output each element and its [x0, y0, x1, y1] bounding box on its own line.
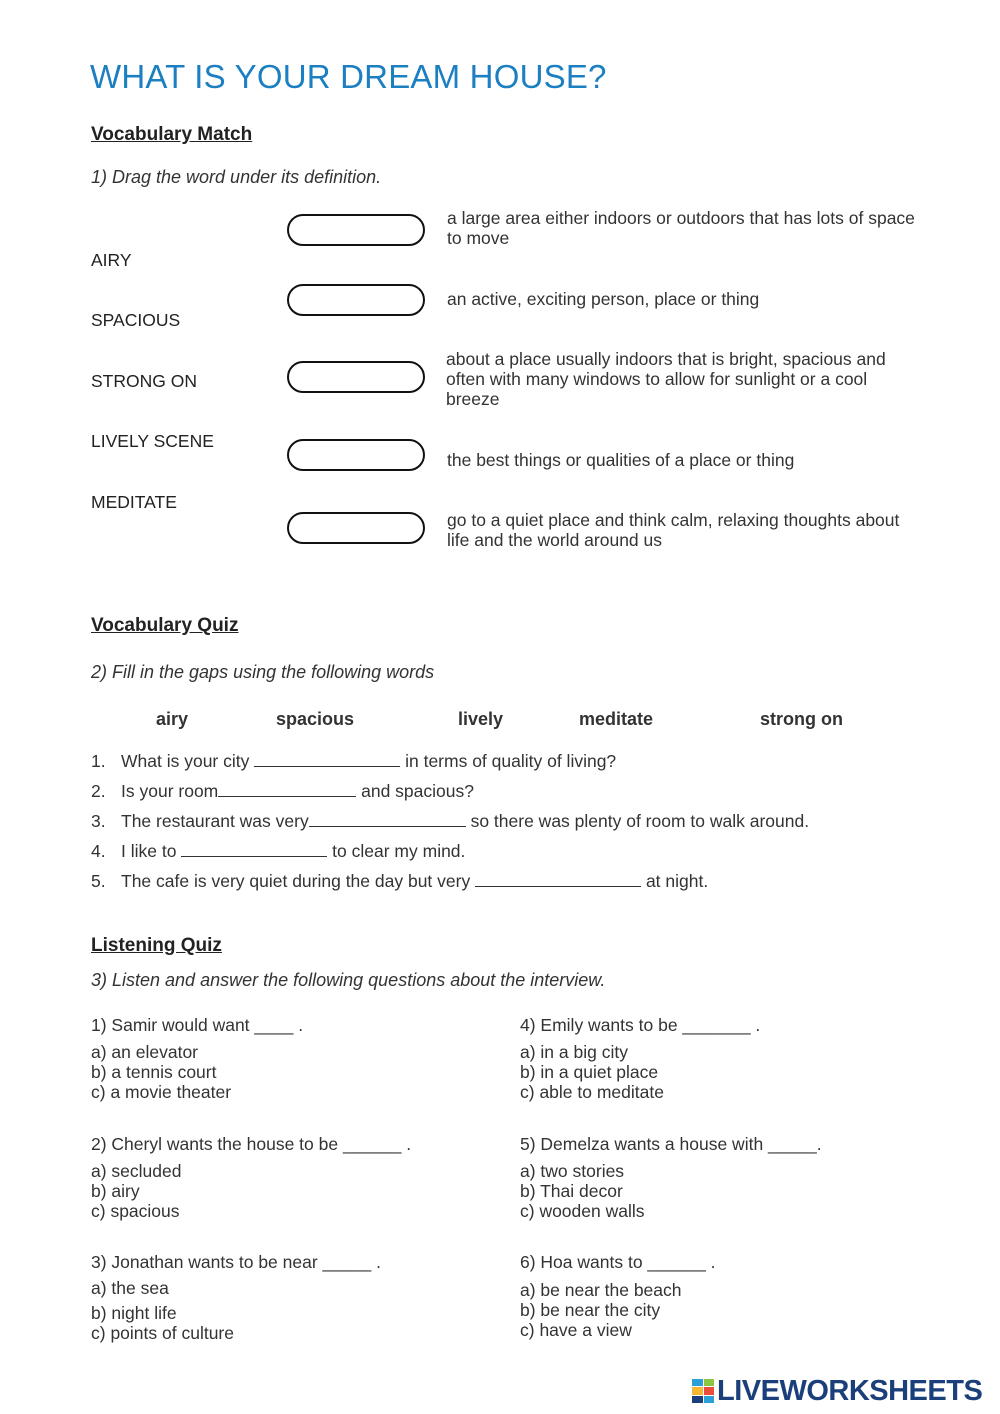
- option-5c[interactable]: c) wooden walls: [520, 1201, 645, 1221]
- question-1: 1) Samir would want ____ .: [91, 1015, 304, 1035]
- option-5b[interactable]: b) Thai decor: [520, 1181, 623, 1201]
- option-3a[interactable]: a) the sea: [91, 1278, 169, 1298]
- drag-word-meditate[interactable]: MEDITATE: [91, 492, 177, 512]
- options-6: [520, 1280, 682, 1340]
- gap-sentence-3: [91, 811, 809, 832]
- word-bank-spacious: spacious: [276, 709, 355, 729]
- liveworksheets-logo: [692, 1376, 982, 1406]
- option-6a[interactable]: a) be near the beach: [520, 1280, 682, 1300]
- word-bank-lively: lively: [458, 709, 504, 729]
- sentence-text-before: Is your room: [121, 781, 219, 801]
- sentence-text-after: to clear my mind.: [327, 841, 466, 861]
- instruction-drag: 1) Drag the word under its definition.: [91, 167, 382, 187]
- option-2c[interactable]: c) spacious: [91, 1201, 180, 1221]
- sentence-text-after: and spacious?: [356, 781, 474, 801]
- option-6b[interactable]: b) be near the city: [520, 1300, 661, 1320]
- drag-word-airy[interactable]: AIRY: [91, 250, 132, 270]
- drag-word-strong-on[interactable]: STRONG ON: [91, 371, 197, 391]
- option-3b[interactable]: b) night life: [91, 1303, 177, 1323]
- definition-1: a large area either indoors or outdoors that has lots of space to move: [447, 208, 915, 248]
- definition-5: go to a quiet place and think calm, relaxing thoughts about life and the world around us: [447, 510, 900, 550]
- option-5a[interactable]: a) two stories: [520, 1161, 625, 1181]
- question-5: 5) Demelza wants a house with _____.: [520, 1134, 822, 1154]
- sentence-number: 1.: [91, 751, 106, 771]
- option-3c[interactable]: c) points of culture: [91, 1323, 234, 1343]
- drag-word-lively-scene[interactable]: LIVELY SCENE: [91, 431, 214, 451]
- options-4: [520, 1042, 664, 1102]
- drop-zone-3[interactable]: [287, 361, 425, 393]
- instruction-listen: 3) Listen and answer the following questions about the interview.: [91, 970, 606, 990]
- section-heading-vocabulary-match: Vocabulary Match: [91, 124, 253, 145]
- section-heading-listening-quiz: Listening Quiz: [91, 935, 222, 956]
- logo-text: LIVEWORKSHEETS: [717, 1374, 983, 1407]
- options-1: [91, 1042, 231, 1102]
- question-4: 4) Emily wants to be _______ .: [520, 1015, 761, 1035]
- drag-word-spacious[interactable]: SPACIOUS: [91, 310, 181, 330]
- option-1c[interactable]: c) a movie theater: [91, 1082, 232, 1102]
- instruction-fill-gaps: 2) Fill in the gaps using the following words: [91, 662, 435, 682]
- option-4b[interactable]: b) in a quiet place: [520, 1062, 659, 1082]
- gap-blank-4[interactable]: [181, 842, 327, 857]
- question-3: 3) Jonathan wants to be near _____ .: [91, 1252, 381, 1272]
- question-6: 6) Hoa wants to ______ .: [520, 1252, 716, 1272]
- sentence-text-after: in terms of quality of living?: [400, 751, 617, 771]
- sentence-number: 2.: [91, 781, 106, 801]
- gap-blank-2[interactable]: [218, 782, 356, 797]
- sentence-number: 4.: [91, 841, 106, 861]
- gap-blank-3[interactable]: [309, 812, 466, 827]
- sentence-text-before: I like to: [121, 841, 182, 861]
- definition-3: about a place usually indoors that is bright, spacious and often with many windows to allow for sunlight or a cool breeze: [446, 349, 886, 409]
- options-3: [91, 1278, 234, 1343]
- sentence-text-after: at night.: [641, 871, 709, 891]
- option-4a[interactable]: a) in a big city: [520, 1042, 628, 1062]
- sentence-text-before: What is your city: [121, 751, 255, 771]
- option-1a[interactable]: a) an elevator: [91, 1042, 199, 1062]
- option-4c[interactable]: c) able to meditate: [520, 1082, 664, 1102]
- gap-blank-1[interactable]: [254, 752, 400, 767]
- option-1b[interactable]: b) a tennis court: [91, 1062, 217, 1082]
- word-bank-strong-on: strong on: [760, 709, 843, 729]
- drop-zone-2[interactable]: [287, 284, 425, 316]
- gap-sentence-1: [91, 751, 616, 772]
- options-5: [520, 1161, 645, 1221]
- sentence-number: 3.: [91, 811, 106, 831]
- drop-zone-4[interactable]: [287, 439, 425, 471]
- option-6c[interactable]: c) have a view: [520, 1320, 632, 1340]
- sentence-text-before: The restaurant was very: [121, 811, 309, 831]
- drop-zone-5[interactable]: [287, 512, 425, 544]
- definition-4: the best things or qualities of a place or thing: [447, 450, 795, 470]
- sentence-text-after: so there was plenty of room to walk around.: [465, 811, 810, 831]
- sentence-text-before: The cafe is very quiet during the day but very: [121, 871, 476, 891]
- word-bank-meditate: meditate: [579, 709, 654, 729]
- liveworksheets-logo-icon: [692, 1379, 714, 1403]
- gap-blank-5[interactable]: [475, 872, 641, 887]
- definition-2: an active, exciting person, place or thing: [447, 289, 760, 309]
- section-heading-vocabulary-quiz: Vocabulary Quiz: [91, 615, 239, 636]
- gap-sentence-5: [91, 871, 708, 892]
- page-title: WHAT IS YOUR DREAM HOUSE?: [90, 58, 607, 95]
- option-2a[interactable]: a) secluded: [91, 1161, 182, 1181]
- word-bank-airy: airy: [156, 709, 189, 729]
- option-2b[interactable]: b) airy: [91, 1181, 140, 1201]
- options-2: [91, 1161, 181, 1221]
- question-2: 2) Cheryl wants the house to be ______ .: [91, 1134, 412, 1154]
- drop-zone-1[interactable]: [287, 214, 425, 246]
- gap-sentence-4: [91, 841, 465, 862]
- gap-sentence-2: [91, 781, 474, 802]
- sentence-number: 5.: [91, 871, 106, 891]
